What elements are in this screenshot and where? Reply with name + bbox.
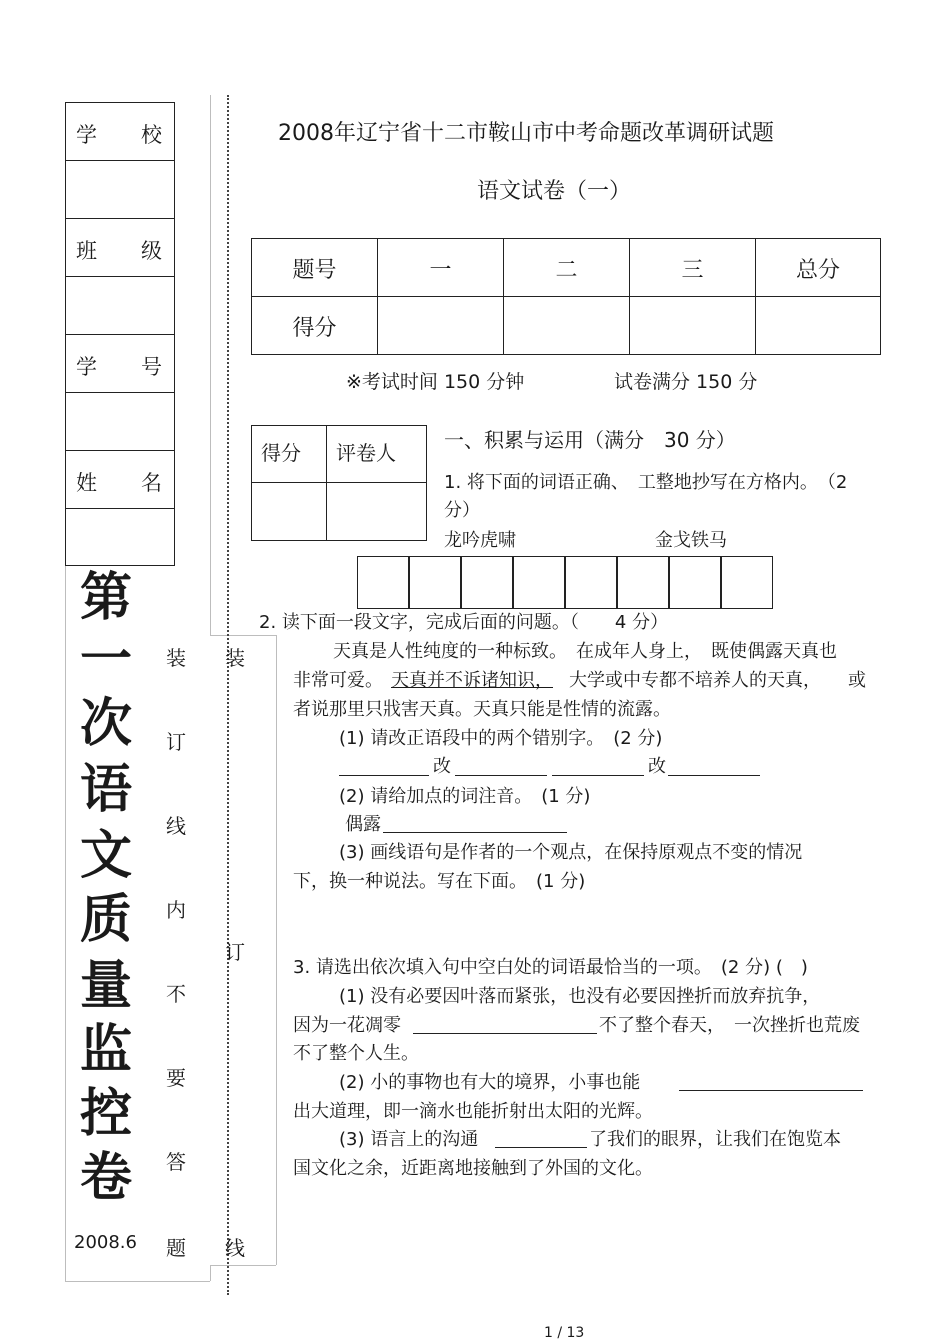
school-label: 学 校 — [76, 123, 162, 147]
grader-name-label: 评卷人 — [336, 441, 396, 465]
q2-passage-line: 天真是人性纯度的一种标致。 在成年人身上， 既使偶露天真也 — [333, 641, 837, 662]
title-char: 控 — [79, 1083, 132, 1144]
score-table-score-row — [252, 297, 880, 355]
score-table — [251, 238, 881, 355]
binding-mark: 线 — [225, 1236, 245, 1260]
grader-score-field[interactable] — [254, 486, 324, 538]
q3-title: 3. 请选出依次填入句中空白处的词语最恰当的一项。 (2 分) ( ) — [293, 957, 808, 978]
writing-grid-cell[interactable] — [617, 556, 669, 609]
answer-blank[interactable] — [413, 1033, 597, 1034]
answer-blank[interactable] — [383, 832, 567, 833]
name-label-cell — [66, 451, 174, 509]
grader-name-field[interactable] — [330, 486, 424, 538]
title-char: 第 — [79, 567, 132, 628]
writing-grid-cell[interactable] — [461, 556, 513, 609]
answer-blank[interactable] — [339, 775, 429, 776]
writing-grid-cell[interactable] — [669, 556, 721, 609]
q2-sub3: (3) 画线语句是作者的一个观点，在保持原观点不变的情况 — [339, 842, 803, 863]
q1-word-2: 金戈铁马 — [655, 530, 727, 551]
q3-item3-text: 了我们的眼界，让我们在饱览本 — [589, 1129, 841, 1150]
answer-blank[interactable] — [495, 1147, 587, 1148]
q3-item1-text: 不了整个春天， 一次挫折也荒废 — [599, 1015, 860, 1036]
binding-outline — [276, 635, 277, 1265]
score-table-header: 二 — [504, 239, 630, 297]
binding-outline — [210, 635, 276, 636]
binding-notice-char: 不 — [166, 982, 186, 1006]
name-label: 姓 名 — [76, 471, 162, 495]
q2-passage-line: 者说那里只戕害天真。天真只能是性情的流露。 — [293, 699, 671, 720]
score-cell[interactable] — [630, 297, 756, 355]
grader-score-label: 得分 — [261, 441, 301, 465]
q3-item2: (2) 小的事物也有大的境界，小事也能 — [339, 1072, 641, 1093]
writing-grid-cell[interactable] — [409, 556, 461, 609]
binding-notice-char: 订 — [166, 730, 186, 754]
q2-sub2: (2) 请给加点的词注音。 (1 分) — [339, 786, 591, 807]
school-field[interactable] — [66, 161, 174, 219]
school-label-cell — [66, 103, 174, 161]
score-cell[interactable] — [504, 297, 630, 355]
score-row-label: 得分 — [252, 297, 378, 355]
q3-item1: (1) 没有必要因叶落而紧张，也没有必要因挫折而放弃抗争， — [339, 986, 821, 1007]
q1-word-1: 龙吟虎啸 — [444, 530, 516, 551]
score-cell[interactable] — [378, 297, 504, 355]
q3-item1-text: 不了整个人生。 — [293, 1043, 419, 1064]
score-table-header: 三 — [630, 239, 756, 297]
binding-dotted-line — [227, 95, 229, 1295]
binding-outline — [210, 95, 211, 635]
answer-blank[interactable] — [455, 775, 547, 776]
student-no-label: 学 号 — [76, 355, 162, 379]
q1-text: 1. 将下面的词语正确、 工整地抄写在方格内。 （2 — [444, 472, 848, 493]
class-label: 班 级 — [76, 239, 162, 263]
score-table-header: 一 — [378, 239, 504, 297]
total-score-cell[interactable] — [756, 297, 880, 355]
q1-text-cont: 分） — [444, 500, 480, 521]
correction-label: 改 — [648, 756, 666, 777]
q3-item2-text: 出大道理，即一滴水也能折射出太阳的光辉。 — [293, 1101, 653, 1122]
writing-grid-cell[interactable] — [721, 556, 773, 609]
page-number: 1 / 13 — [544, 1325, 585, 1341]
binding-notice-char: 答 — [166, 1150, 186, 1174]
answer-blank[interactable] — [668, 775, 760, 776]
score-table-header: 总分 — [795, 257, 840, 283]
score-table-header-row — [252, 239, 880, 297]
q2-title: 2. 读下面一段文字，完成后面的问题。（ 4 分） — [259, 612, 669, 633]
grader-divider — [326, 426, 327, 540]
q2-passage-line: 大学或中专都不培养人的天真， 或 — [569, 670, 866, 691]
writing-grid-cell[interactable] — [565, 556, 617, 609]
binding-outline — [65, 566, 66, 1281]
exam-subtitle: 语文试卷（一） — [477, 179, 632, 204]
binding-notice-char: 要 — [166, 1066, 186, 1090]
binding-notice-char: 题 — [166, 1236, 186, 1260]
answer-blank[interactable] — [552, 775, 644, 776]
title-char: 一 — [79, 629, 132, 690]
binding-mark: 装 — [225, 646, 245, 670]
title-char: 监 — [79, 1019, 132, 1080]
title-char: 量 — [79, 955, 132, 1016]
answer-blank[interactable] — [679, 1090, 863, 1091]
full-score: 试卷满分 150 分 — [614, 371, 758, 393]
q2-sub2-word: 偶露 — [345, 814, 381, 835]
q3-item1-text: 因为一花凋零 — [293, 1015, 401, 1036]
q2-sub1: (1) 请改正语段中的两个错别字。 (2 分) — [339, 728, 663, 749]
q2-underlined-sentence: 天真并不诉诸知识， — [391, 670, 553, 691]
title-char: 质 — [79, 889, 132, 950]
q2-sub3-cont: 下，换一种说法。写在下面。 (1 分) — [293, 871, 586, 892]
score-table-header: 题号 — [252, 239, 378, 297]
grader-table — [251, 425, 427, 541]
class-field[interactable] — [66, 277, 174, 335]
q3-item3-text: 国文化之余，近距离地接触到了外国的文化。 — [293, 1158, 653, 1179]
binding-notice-char: 内 — [166, 898, 186, 922]
section1-title: 一、积累与运用（满分 30 分） — [444, 428, 736, 452]
student-no-label-cell — [66, 335, 174, 393]
name-field[interactable] — [66, 509, 174, 567]
q3-item3: (3) 语言上的沟通 — [339, 1129, 479, 1150]
binding-notice-char: 线 — [166, 814, 186, 838]
exam-date: 2008.6 — [74, 1232, 137, 1253]
student-no-field[interactable] — [66, 393, 174, 451]
student-info-table — [65, 102, 175, 566]
binding-outline — [210, 1265, 276, 1266]
binding-mark: 订 — [225, 940, 245, 964]
writing-grid-cell[interactable] — [357, 556, 409, 609]
title-char: 文 — [79, 825, 132, 886]
binding-notice-char: 装 — [166, 646, 186, 670]
writing-grid-cell[interactable] — [513, 556, 565, 609]
exam-title: 2008年辽宁省十二市鞍山市中考命题改革调研试题 — [278, 121, 774, 146]
title-char: 次 — [79, 693, 132, 754]
binding-outline — [65, 1281, 210, 1282]
title-char: 语 — [79, 759, 132, 820]
q2-passage-line: 非常可爱。 — [293, 670, 383, 691]
exam-time: ※考试时间 150 分钟 — [346, 371, 525, 393]
class-label-cell — [66, 219, 174, 277]
binding-outline — [210, 1265, 211, 1281]
correction-label: 改 — [433, 756, 451, 777]
title-char: 卷 — [79, 1147, 132, 1208]
